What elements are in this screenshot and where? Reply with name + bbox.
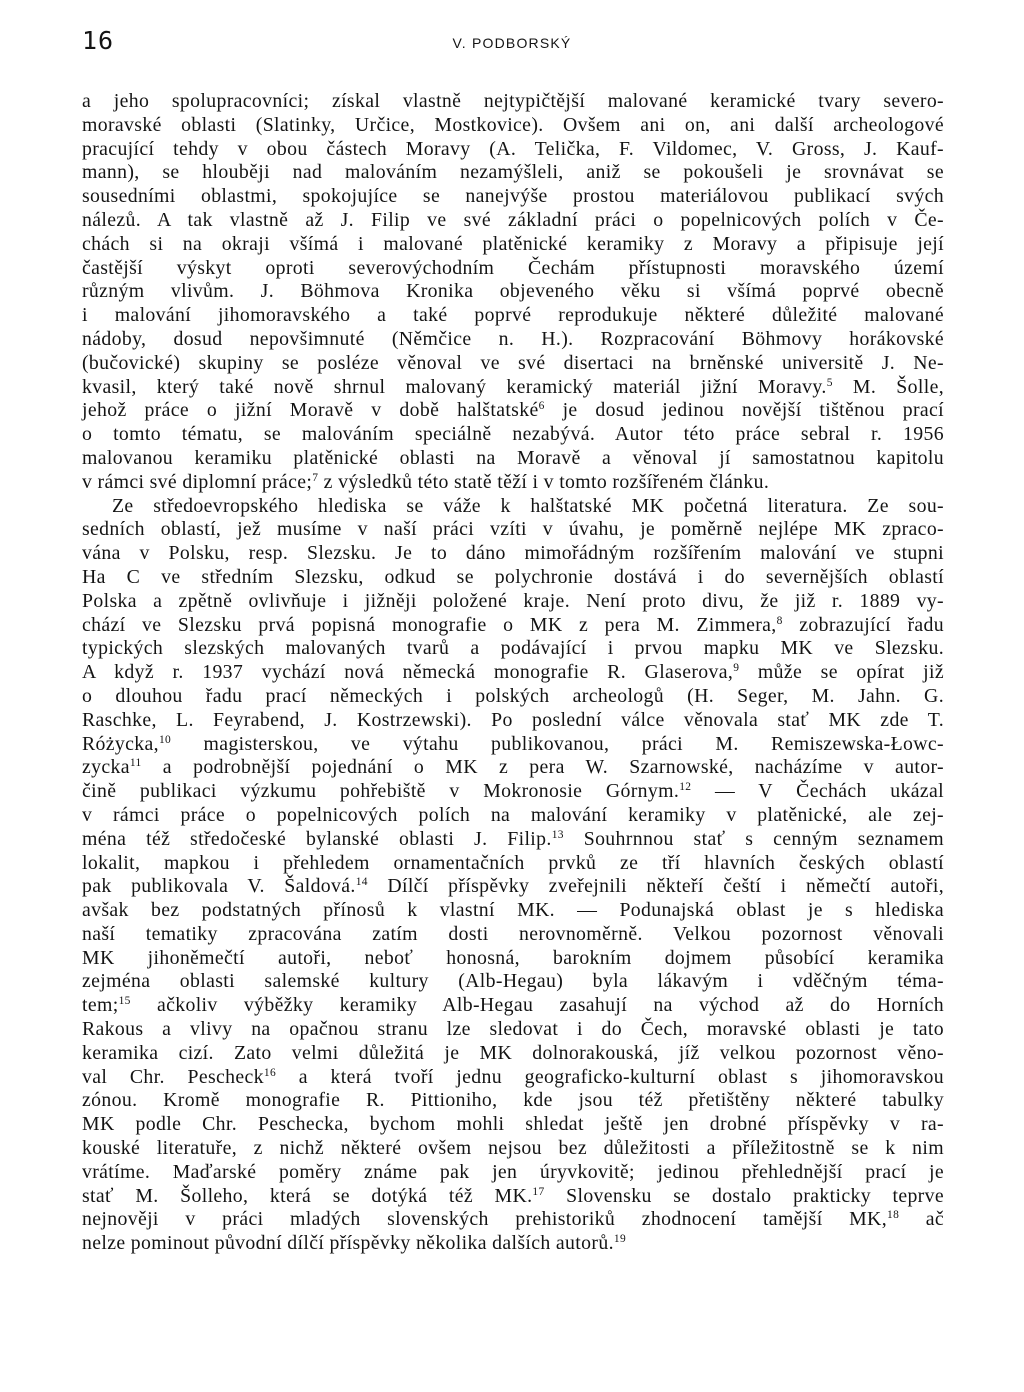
text-segment: val Chr. Pescheck xyxy=(82,1065,264,1088)
text-segment: pak publikovala V. Šaldová. xyxy=(82,875,356,898)
text-segment: kouské literatuře, z nichž některé ovšem nejsou bez důležitosti a příležitostně se k nim xyxy=(82,1137,944,1160)
text-line xyxy=(82,280,944,304)
text-segment: magisterskou, ve výtahu publikovanou, práci M. Remiszewska-Łowc- xyxy=(171,732,944,755)
text-segment: moravské oblasti (Slatinky, Určice, Mostkovice). Ovšem ani on, ani další archeologové xyxy=(82,113,944,136)
text-segment: nálezů. A tak vlastně až J. Filip ve své základní práci o popelnicových polích v Če- xyxy=(82,208,944,231)
footnote-ref: 5 xyxy=(826,376,833,389)
footnote-ref: 11 xyxy=(129,757,142,770)
text-segment: sedních oblastí, jež musíme v naší práci vzíti v úvahu, je poměrně nejlépe MK zpraco- xyxy=(82,518,944,541)
text-segment: častější výskyt oproti severovýchodním Čechám přístupnosti moravského území xyxy=(82,256,944,279)
text-line xyxy=(82,1232,944,1256)
text-line xyxy=(82,685,944,709)
text-segment: může se opírat již xyxy=(739,661,944,684)
text-line xyxy=(82,947,944,971)
running-head: V. PODBORSKÝ xyxy=(452,35,572,51)
text-segment: různým vlivům. J. Böhmova Kronika objeveného věku si všímá poprvé obecně xyxy=(82,280,944,303)
text-segment: M. Šolle, xyxy=(832,375,944,398)
text-line xyxy=(82,399,944,423)
text-segment: sousedními oblastmi, spokojujíce se nanejvýše prostou materiálovou publikací svých xyxy=(82,185,944,208)
text-segment: a která tvoří jednu geograficko-kulturní oblast s jihomoravskou xyxy=(276,1065,944,1088)
text-segment: malovanou keramiku platěnické oblasti na Moravě a věnoval jí samostatnou kapitolu xyxy=(82,446,944,469)
body-text xyxy=(82,90,944,1256)
text-line xyxy=(82,471,944,495)
text-line xyxy=(82,138,944,162)
footnote-ref: 7 xyxy=(312,471,319,484)
text-line xyxy=(82,304,944,328)
text-segment: MK jihoněmečtí autoři, neboť honosná, barokním dojmem působící keramika xyxy=(82,946,944,969)
text-segment: naší tematiky zpracována zatím dosti nerovnoměrně. Velkou pozornost věnovali xyxy=(82,922,944,945)
text-segment: vána v Polsku, resp. Slezsku. Je to dáno mimořádným rozšířením malování ve stupni xyxy=(82,542,944,565)
text-segment: (bučovické) skupiny se posléze věnoval ve své disertaci na brněnské universitě J. Ne- xyxy=(82,351,944,374)
footnote-ref: 10 xyxy=(158,733,172,746)
text-line xyxy=(82,780,944,804)
text-line xyxy=(82,185,944,209)
text-segment: pracující tehdy v obou částech Moravy (A. Telička, F. Vildomec, V. Gross, J. Kauf- xyxy=(82,137,944,160)
text-line xyxy=(82,447,944,471)
text-line xyxy=(82,875,944,899)
footnote-ref: 9 xyxy=(733,662,740,675)
text-segment: ména též středočeské bylanské oblasti J. Filip. xyxy=(82,827,552,850)
text-line xyxy=(82,114,944,138)
text-line xyxy=(82,970,944,994)
text-segment: zobrazující řadu xyxy=(782,613,945,636)
text-line xyxy=(82,90,944,114)
text-line xyxy=(82,1137,944,1161)
page-header xyxy=(82,18,942,58)
text-line xyxy=(82,852,944,876)
text-line xyxy=(82,614,944,638)
text-line xyxy=(82,756,944,780)
footnote-ref: 16 xyxy=(263,1066,277,1079)
text-segment: zejména oblasti salemské kultury (Alb-Hegau) byla lákavým i vděčným téma- xyxy=(82,970,944,993)
text-segment: Różycka, xyxy=(82,732,159,755)
text-line xyxy=(82,1161,944,1185)
text-line xyxy=(82,566,944,590)
text-segment: keramika cizí. Zato velmi důležitá je MK dolnorakouská, jíž velkou pozornost věno- xyxy=(82,1041,944,1064)
text-segment: i malování jihomoravského a také poprvé reprodukuje některé důležité malované xyxy=(82,304,944,327)
text-segment: Ha C ve středním Slezsku, odkud se polychronie dostává i do severnějších oblastí xyxy=(82,565,944,588)
text-segment: lokalit, mapkou i přehledem ornamentačních prvků ze tří hlavních českých oblastí xyxy=(82,851,944,874)
text-line xyxy=(82,423,944,447)
text-line xyxy=(82,590,944,614)
text-line xyxy=(82,233,944,257)
text-segment: jehož práce o jižní Moravě v době halštatské xyxy=(82,399,539,422)
text-line xyxy=(82,1089,944,1113)
text-segment: ač xyxy=(899,1208,945,1231)
text-segment: z výsledků této statě těží i v tomto rozšířeném článku. xyxy=(318,470,770,493)
text-segment: avšak bez podstatných přínosů k vlastní MK. — Podunajská oblast je s hlediska xyxy=(82,899,944,922)
text-line xyxy=(82,257,944,281)
footnote-ref: 17 xyxy=(532,1185,545,1198)
text-segment: zónou. Kromě monografie R. Pittioniho, kde jsou též přetištěny některé tabulky xyxy=(82,1089,944,1112)
text-segment: nejnověji v práci mladých slovenských prehistoriků zhodnocení tamější MK, xyxy=(82,1208,887,1231)
text-line xyxy=(82,1018,944,1042)
text-segment: je dosud jedinou novější tištěnou prací xyxy=(544,399,944,422)
footnote-ref: 8 xyxy=(776,614,783,627)
text-line xyxy=(82,1185,944,1209)
text-segment: v rámci práce o popelnicových polích na malování keramiky v platěnické, ale zej- xyxy=(82,803,944,826)
text-segment: o tomto tématu, se malováním speciálně nezabývá. Autor této práce sebral r. 1956 xyxy=(82,423,944,446)
text-segment: Rakous a vlivy na opačnou stranu lze sledovat i do Čech, moravské oblasti je tato xyxy=(82,1018,944,1041)
text-segment: Dílčí příspěvky zveřejnili někteří čeští i němečtí autoři, xyxy=(367,875,944,898)
text-line xyxy=(82,209,944,233)
text-line xyxy=(82,518,944,542)
text-segment: Raschke, L. Feyrabend, J. Kostrzewski). Po poslední válce věnovala stať MK zde T. xyxy=(82,708,944,731)
text-segment: nelze pominout původní dílčí příspěvky několika dalších autorů. xyxy=(82,1232,614,1255)
text-line xyxy=(82,376,944,400)
text-segment: Souhrnnou stať s cenným seznamem xyxy=(563,827,944,850)
text-line xyxy=(82,994,944,1018)
text-segment: nádoby, dosud nepovšimnuté (Němčice n. H.). Rozpracování Böhmovy horákovské xyxy=(82,327,944,350)
text-segment: čině publikaci výzkumu pohřebiště v Mokronosie Górnym. xyxy=(82,780,680,803)
footnote-ref: 19 xyxy=(613,1233,627,1246)
text-line xyxy=(82,899,944,923)
page-number: 16 xyxy=(82,26,115,55)
text-line xyxy=(82,161,944,185)
text-segment: mann), se hlouběji nad malováním nezamýšleli, aniž se pokoušeli je srovnávat se xyxy=(82,161,944,184)
text-line xyxy=(82,495,944,519)
text-line xyxy=(82,828,944,852)
text-segment: chází ve Slezsku prvá popisná monografie o MK z pera M. Zimmera, xyxy=(82,613,777,636)
footnote-ref: 15 xyxy=(118,995,131,1008)
text-line xyxy=(82,661,944,685)
text-segment: — V Čechách ukázal xyxy=(691,780,944,803)
text-segment: ačkoliv výběžky keramiky Alb-Hegau zasahují na východ až do Horních xyxy=(130,994,944,1017)
footnote-ref: 6 xyxy=(538,400,545,413)
text-line xyxy=(82,733,944,757)
text-segment: stať M. Šolleho, která se dotýká též MK. xyxy=(82,1184,533,1207)
text-segment: Ze středoevropského hlediska se váže k halštatské MK početná literatura. Ze sou- xyxy=(112,494,944,517)
text-segment: v rámci své diplomní práce; xyxy=(82,470,313,493)
text-line xyxy=(82,1042,944,1066)
text-line xyxy=(82,1066,944,1090)
text-segment: kvasil, který také nově shrnul malovaný keramický materiál jižní Moravy. xyxy=(82,375,827,398)
text-segment: A když r. 1937 vychází nová německá monografie R. Glaserova, xyxy=(82,661,734,684)
text-line xyxy=(82,1113,944,1137)
text-line xyxy=(82,1208,944,1232)
text-line xyxy=(82,709,944,733)
text-line xyxy=(82,923,944,947)
footnote-ref: 12 xyxy=(679,781,692,793)
text-segment: typických slezských malovaných tvarů a podávající i prvou mapku MK ve Slezsku. xyxy=(82,637,944,660)
text-segment: a podrobnější pojednání o MK z pera W. Szarnowské, nacházíme v autor- xyxy=(141,756,944,779)
text-line xyxy=(82,352,944,376)
footnote-ref: 18 xyxy=(887,1209,900,1222)
text-segment: tem; xyxy=(82,994,119,1017)
text-segment: chách si na okraji všímá i malované platěnické keramiky z Moravy a připisuje její xyxy=(82,232,944,255)
text-segment: vrátíme. Maďarské poměry známe pak jen úryvkovitě; jedinou přehlednější prací je xyxy=(82,1160,944,1183)
text-segment: MK podle Chr. Peschecka, bychom mohli shledat ještě jen drobné příspěvky v ra- xyxy=(82,1113,944,1136)
text-segment: Slovensku se dostalo prakticky teprve xyxy=(544,1184,944,1207)
text-segment: o dlouhou řadu prací německých i polských archeologů (H. Seger, M. Jahn. G. xyxy=(82,684,944,707)
text-line xyxy=(82,328,944,352)
footnote-ref: 13 xyxy=(551,828,564,841)
footnote-ref: 14 xyxy=(355,876,368,889)
text-line xyxy=(82,804,944,828)
text-line xyxy=(82,542,944,566)
text-segment: Polska a zpětně ovlivňuje i jižněji položené kraje. Není proto divu, že již r. 1889 vy- xyxy=(82,589,944,612)
text-segment: zycka xyxy=(82,756,130,779)
text-line xyxy=(82,637,944,661)
text-segment: a jeho spolupracovníci; získal vlastně nejtypičtější malované keramické tvary severo- xyxy=(82,90,944,112)
